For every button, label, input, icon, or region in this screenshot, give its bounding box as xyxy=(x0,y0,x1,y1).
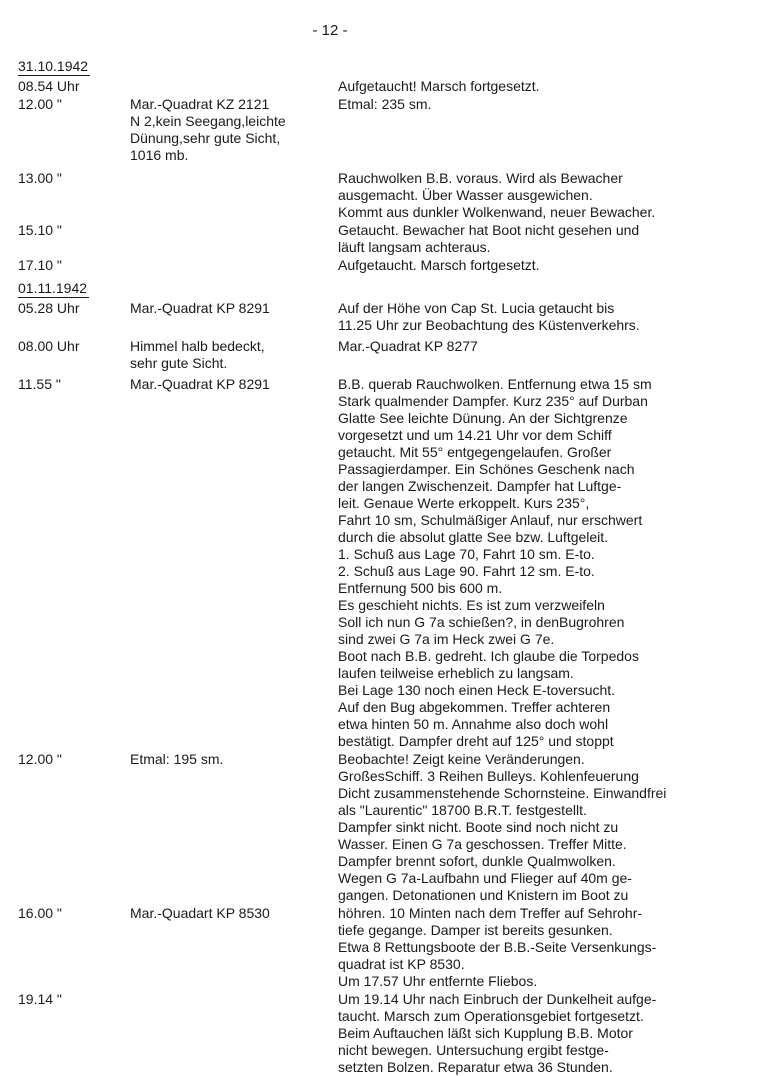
entry-time: 08.00 Uhr xyxy=(18,338,80,354)
text-line: leit. Genaue Werte erkoppelt. Kurs 235°, xyxy=(338,495,590,511)
text-line: getaucht. Mit 55° entgegengelaufen. Großer xyxy=(338,444,612,460)
entry-time: 13.00 " xyxy=(18,170,62,186)
entry-time: 08.54 Uhr xyxy=(18,78,80,94)
position-line: Dünung,sehr gute Sicht, xyxy=(130,130,281,146)
text-line: etwa hinten 50 m. Annahme also doch wohl xyxy=(338,716,609,732)
text-line: läuft langsam achteraus. xyxy=(338,239,491,255)
text-line: Um 19.14 Uhr nach Einbruch der Dunkelheit aufge- xyxy=(338,991,657,1007)
text-line: Entfernung 500 bis 600 m. xyxy=(338,580,503,596)
entry-text xyxy=(338,170,738,221)
text-line: 1. Schuß aus Lage 70, Fahrt 10 sm. E-to. xyxy=(338,546,595,562)
position-line: sehr gute Sicht. xyxy=(130,355,228,371)
text-line: quadrat ist KP 8530. xyxy=(338,956,465,972)
position-line: Mar.-Quadrat KZ 2121 xyxy=(130,96,270,112)
text-line: Etwa 8 Rettungsboote der B.B.-Seite Versenkungs- xyxy=(338,939,657,955)
page-number: - 12 - xyxy=(312,22,348,39)
text-line: 11.25 Uhr zur Beobachtung des Küstenverkehrs. xyxy=(338,317,640,333)
text-line: nicht bewegen. Untersuchung ergibt festge- xyxy=(338,1042,609,1058)
log-entry xyxy=(18,222,748,256)
day-date: 01.11.1942 xyxy=(18,280,88,296)
text-line: Getaucht. Bewacher hat Boot nicht gesehen und xyxy=(338,222,640,238)
entry-text xyxy=(338,78,738,95)
log-entry xyxy=(18,751,748,904)
text-line: laufen teilweise erheblich zu langsam. xyxy=(338,665,574,681)
entry-position xyxy=(130,905,338,990)
log-entry xyxy=(18,300,748,334)
text-line: Auf der Höhe von Cap St. Lucia getaucht bis xyxy=(338,300,615,316)
text-line: Aufgetaucht! Marsch fortgesetzt. xyxy=(338,78,540,94)
entry-position xyxy=(130,751,338,904)
text-line: Auf den Bug abgekommen. Treffer achteren xyxy=(338,699,611,715)
text-line: sind zwei G 7a im Heck zwei G 7e. xyxy=(338,631,555,647)
entry-text xyxy=(338,300,738,334)
text-line: Dicht zusammenstehende Schornsteine. Einwandfrei xyxy=(338,785,667,801)
log-entry xyxy=(18,78,748,95)
text-line: vorgesetzt und um 14.21 Uhr vor dem Schiff xyxy=(338,427,612,443)
log-entry xyxy=(18,376,748,750)
text-line: Dampfer sinkt nicht. Boote sind noch nicht zu xyxy=(338,819,619,835)
position-line: Mar.-Quadart KP 8530 xyxy=(130,905,270,921)
entry-time: 15.10 " xyxy=(18,222,62,238)
text-line: Beobachte! Zeigt keine Veränderungen. xyxy=(338,751,585,767)
text-line: höhren. 10 Minten nach dem Treffer auf Sehrohr- xyxy=(338,905,643,921)
text-line: Bei Lage 130 noch einen Heck E-toversucht. xyxy=(338,682,616,698)
text-line: Um 17.57 Uhr entfernte Fliebos. xyxy=(338,973,538,989)
entry-position xyxy=(130,222,338,256)
text-line: tiefe gegange. Damper ist bereits gesunken. xyxy=(338,922,613,938)
text-line: 2. Schuß aus Lage 90. Fahrt 12 sm. E-to. xyxy=(338,563,595,579)
entry-position xyxy=(130,96,338,164)
text-line: GroßesSchiff. 3 Reihen Bulleys. Kohlenfeuerung xyxy=(338,768,639,784)
text-line: gangen. Detonationen und Knistern im Boot zu xyxy=(338,887,629,903)
entry-position xyxy=(130,300,338,334)
text-line: Rauchwolken B.B. voraus. Wird als Bewacher xyxy=(338,170,623,186)
entry-time: 11.55 " xyxy=(18,376,61,392)
entry-time: 19.14 " xyxy=(18,991,62,1007)
log-entry xyxy=(18,905,748,990)
text-line: Kommt aus dunkler Wolkenwand, neuer Bewacher. xyxy=(338,204,656,220)
entry-time: 12.00 " xyxy=(18,751,62,767)
text-line: Mar.-Quadrat KP 8277 xyxy=(338,338,478,354)
log-content xyxy=(18,58,748,1076)
log-entry xyxy=(18,991,748,1076)
position-line: Mar.-Quadrat KP 8291 xyxy=(130,300,270,316)
text-line: ausgemacht. Über Wasser ausgewichen. xyxy=(338,187,593,203)
entry-position xyxy=(130,338,338,372)
entry-text xyxy=(338,751,738,904)
text-line: Passagierdamper. Ein Schönes Geschenk nach xyxy=(338,461,635,477)
position-line: N 2,kein Seegang,leichte xyxy=(130,113,286,129)
text-line: Soll ich nun G 7a schießen?, in denBugrohren xyxy=(338,614,625,630)
text-line: B.B. querab Rauchwolken. Entfernung etwa 15 sm xyxy=(338,376,652,392)
text-line: taucht. Marsch zum Operationsgebiet fortgesetzt. xyxy=(338,1008,644,1024)
position-line: Himmel halb bedeckt, xyxy=(130,338,265,354)
log-entry xyxy=(18,338,748,372)
entry-text xyxy=(338,257,738,274)
position-line: Mar.-Quadrat KP 8291 xyxy=(130,376,270,392)
text-line: Dampfer brennt sofort, dunkle Qualmwolken. xyxy=(338,853,616,869)
log-day xyxy=(18,58,748,274)
text-line: setzten Bolzen. Reparatur etwa 36 Stunden. xyxy=(338,1059,613,1075)
text-line: Stark qualmender Dampfer. Kurz 235° auf Durban xyxy=(338,393,648,409)
entry-position xyxy=(130,78,338,95)
text-line: Beim Auftauchen läßt sich Kupplung B.B. Motor xyxy=(338,1025,633,1041)
entry-text xyxy=(338,376,738,750)
log-entry xyxy=(18,257,748,274)
text-line: der langen Zwischenzeit. Dampfer hat Luftge- xyxy=(338,478,622,494)
entry-text xyxy=(338,222,738,256)
entry-text xyxy=(338,96,738,164)
entry-time: 17.10 " xyxy=(18,257,62,273)
text-line: Wasser. Einen G 7a geschossen. Treffer Mitte. xyxy=(338,836,627,852)
position-line: Etmal: 195 sm. xyxy=(130,751,224,767)
text-line: Fahrt 10 sm, Schulmäßiger Anlauf, nur erschwert xyxy=(338,512,643,528)
position-line: 1016 mb. xyxy=(130,147,189,163)
log-entry xyxy=(18,96,748,164)
log-entry xyxy=(18,170,748,221)
text-line: Wegen G 7a-Laufbahn und Flieger auf 40m ge- xyxy=(338,870,632,886)
text-line: Es geschieht nichts. Es ist zum verzweifeln xyxy=(338,597,605,613)
entry-time: 05.28 Uhr xyxy=(18,300,80,316)
log-day xyxy=(18,280,748,1076)
entry-time: 16.00 " xyxy=(18,905,62,921)
text-line: Glatte See leichte Dünung. An der Sichtgrenze xyxy=(338,410,628,426)
entry-position xyxy=(130,170,338,221)
text-line: Etmal: 235 sm. xyxy=(338,96,432,112)
text-line: Aufgetaucht. Marsch fortgesetzt. xyxy=(338,257,540,273)
text-line: Boot nach B.B. gedreht. Ich glaube die Torpedos xyxy=(338,648,639,664)
text-line: als "Laurentic" 18700 B.R.T. festgestellt. xyxy=(338,802,587,818)
entry-position xyxy=(130,991,338,1076)
entry-position xyxy=(130,257,338,274)
day-date: 31.10.1942 xyxy=(18,58,89,74)
text-line: bestätigt. Dampfer dreht auf 125° und stoppt xyxy=(338,733,614,749)
entry-text xyxy=(338,905,738,990)
text-line: durch die absolut glatte See bzw. Luftgeleit. xyxy=(338,529,609,545)
entry-text xyxy=(338,338,738,372)
entry-time: 12.00 " xyxy=(18,96,62,112)
entry-text xyxy=(338,991,738,1076)
entry-position xyxy=(130,376,338,750)
